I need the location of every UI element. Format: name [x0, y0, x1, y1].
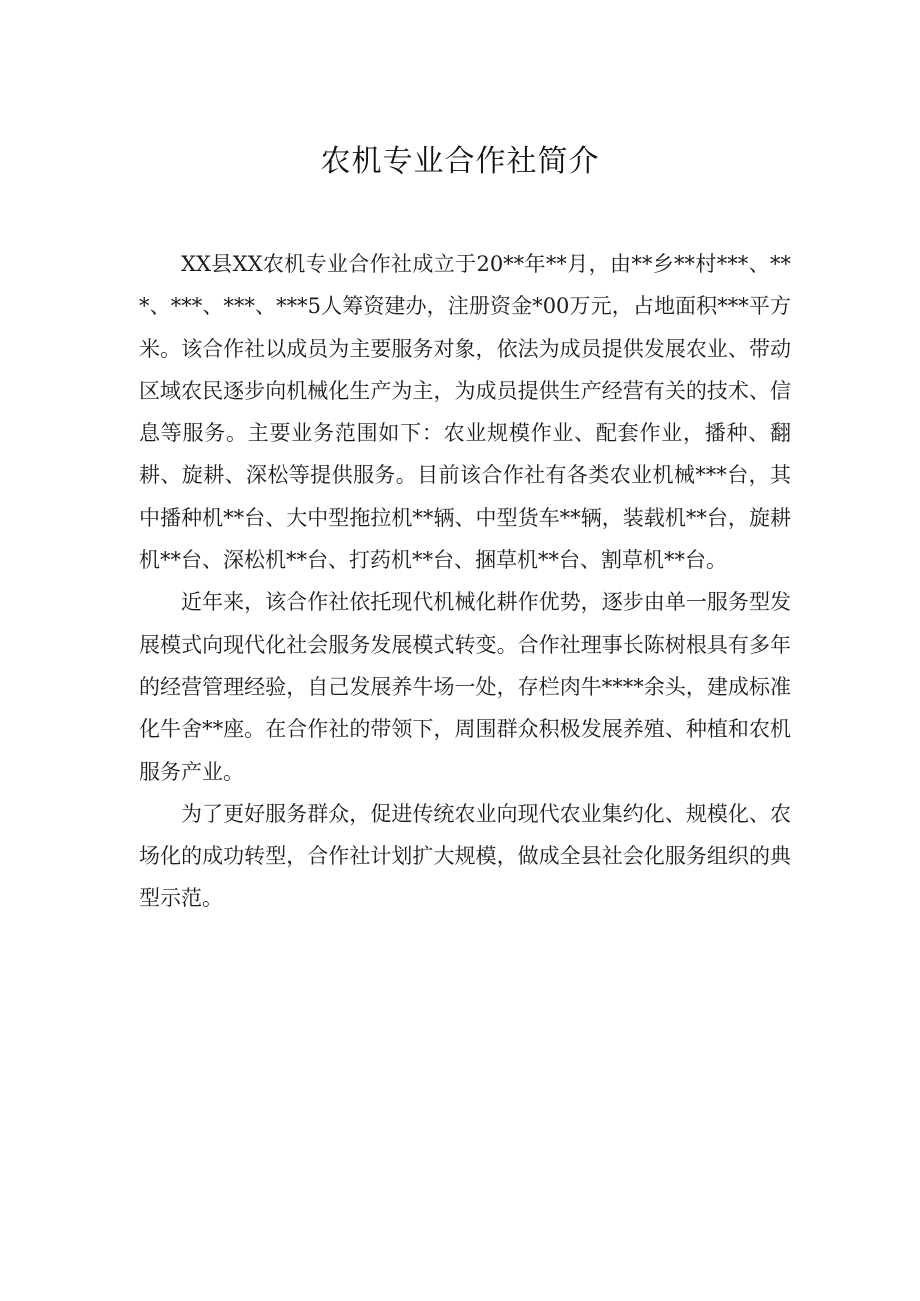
paragraph-intro: XX县XX农机专业合作社成立于20**年**月，由**乡**村***、***、***、***、***5人筹资建办，注册资金*00万元，占地面积***平方米。该合作社以成员为主要服务对象，依法为成员提供发展农业、带动区域农民逐步向机械化生产为主，为成员提供生产经营有关的技术、信息等服务。主要业务范围如下：农业规模作业、配套作业，播种、翻耕、旋耕、深松等提供服务。目前该合作社有各类农业机械***台，其中播种机**台、大中型拖拉机**辆、中型货车**辆，装载机**台，旋耕机**台、深松机**台、打药机**台、捆草机**台、割草机**台。 [139, 252, 791, 573]
document-body [139, 243, 791, 920]
document-title: 农机专业合作社简介 [320, 144, 600, 179]
paragraph-development: 近年来，该合作社依托现代机械化耕作优势，逐步由单一服务型发展模式向现代化社会服务发展模式转变。合作社理事长陈树根具有多年的经营管理经验，自己发展养牛场一处，存栏肉牛****余头，建成标准化牛舍**座。在合作社的带领下，周围群众积极发展养殖、种植和农机服务产业。 [139, 590, 791, 784]
paragraph-plan: 为了更好服务群众，促进传统农业向现代农业集约化、规模化、农场化的成功转型，合作社计划扩大规模，做成全县社会化服务组织的典型示范。 [139, 801, 791, 911]
